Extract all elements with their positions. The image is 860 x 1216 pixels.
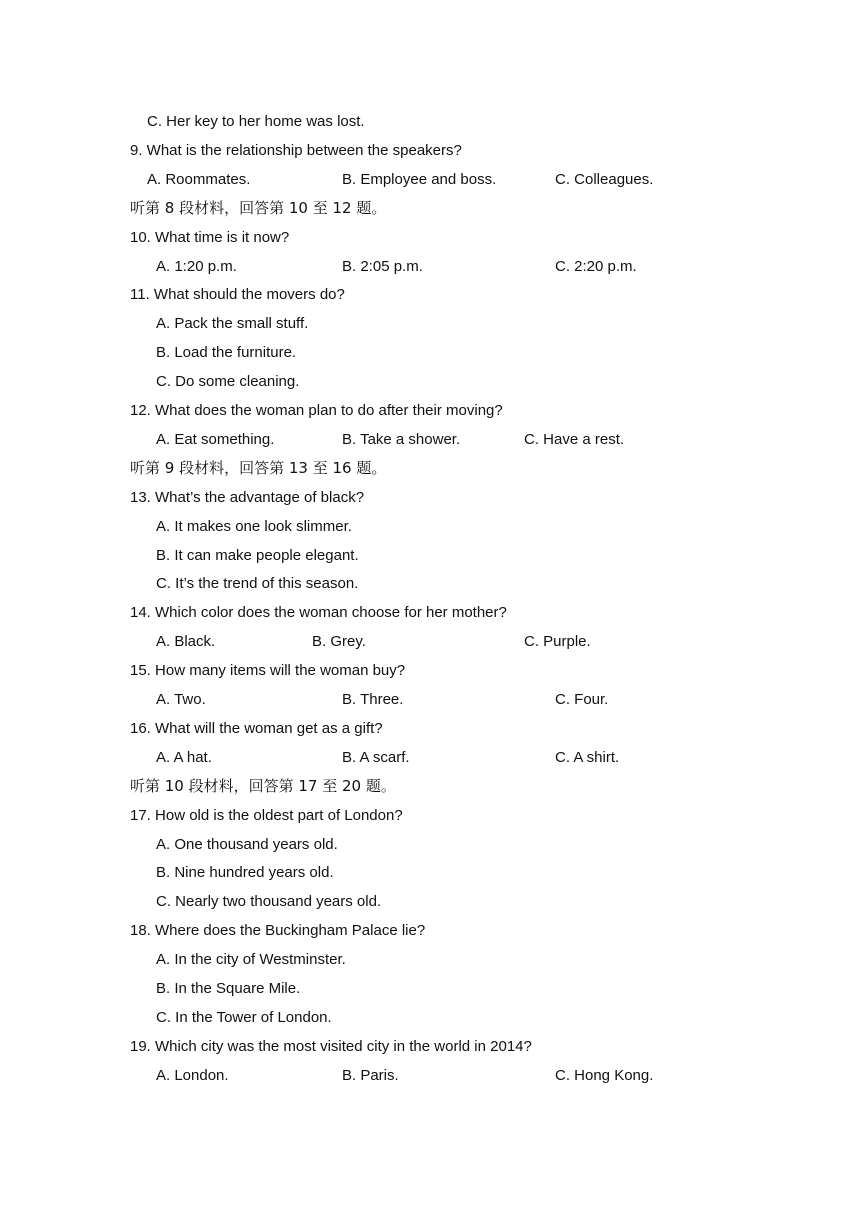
q12-option-a: A. Eat something. (156, 431, 275, 448)
q14-question: 14. Which color does the woman choose for her mother? (130, 604, 507, 621)
q18-option-c: C. In the Tower of London. (156, 1009, 332, 1026)
q13-question: 13. What’s the advantage of black? (130, 489, 365, 506)
q11-option-b: B. Load the furniture. (156, 344, 297, 361)
q16-option-a: A. A hat. (156, 749, 212, 766)
q9-question: 9. What is the relationship between the speakers? (130, 142, 462, 159)
q12-option-c: C. Have a rest. (524, 431, 625, 448)
q11-question: 11. What should the movers do? (130, 286, 345, 303)
q12-question: 12. What does the woman plan to do after their moving? (130, 402, 503, 419)
q15-option-b: B. Three. (342, 691, 404, 708)
q17-option-b: B. Nine hundred years old. (156, 864, 334, 881)
q10-option-c: C. 2:20 p.m. (555, 258, 637, 275)
q17-option-a: A. One thousand years old. (156, 836, 338, 853)
q11-option-c: C. Do some cleaning. (156, 373, 300, 390)
q16-option-c: C. A shirt. (555, 749, 620, 766)
q13-option-b: B. It can make people elegant. (156, 547, 359, 564)
q8-option-c: C. Her key to her home was lost. (147, 113, 365, 130)
q15-question: 15. How many items will the woman buy? (130, 662, 406, 679)
q9-option-b: B. Employee and boss. (342, 171, 497, 188)
section-8-heading: 听第 8 段材料，回答第 10 至 12 题。 (130, 199, 387, 217)
q12-option-b: B. Take a shower. (342, 431, 461, 448)
q14-option-b: B. Grey. (312, 633, 366, 650)
q11-option-a: A. Pack the small stuff. (156, 315, 309, 332)
q10-option-b: B. 2:05 p.m. (342, 258, 423, 275)
q15-option-c: C. Four. (555, 691, 609, 708)
section-10-heading: 听第 10 段材料，回答第 17 至 20 题。 (130, 777, 396, 795)
q19-question: 19. Which city was the most visited city in the world in 2014? (130, 1038, 532, 1055)
q18-option-b: B. In the Square Mile. (156, 980, 301, 997)
q17-option-c: C. Nearly two thousand years old. (156, 893, 382, 910)
q17-question: 17. How old is the oldest part of London? (130, 807, 403, 824)
q19-option-b: B. Paris. (342, 1067, 399, 1084)
q19-option-c: C. Hong Kong. (555, 1067, 654, 1084)
q18-question: 18. Where does the Buckingham Palace lie? (130, 922, 426, 939)
q16-option-b: B. A scarf. (342, 749, 410, 766)
q9-option-a: A. Roommates. (147, 171, 251, 188)
q10-option-a: A. 1:20 p.m. (156, 258, 237, 275)
q18-option-a: A. In the city of Westminster. (156, 951, 346, 968)
q13-option-c: C. It’s the trend of this season. (156, 575, 359, 592)
q14-option-a: A. Black. (156, 633, 216, 650)
section-9-heading: 听第 9 段材料，回答第 13 至 16 题。 (130, 459, 387, 477)
q19-option-a: A. London. (156, 1067, 229, 1084)
q15-option-a: A. Two. (156, 691, 206, 708)
q14-option-c: C. Purple. (524, 633, 591, 650)
q10-question: 10. What time is it now? (130, 229, 290, 246)
q13-option-a: A. It makes one look slimmer. (156, 518, 352, 535)
q9-option-c: C. Colleagues. (555, 171, 654, 188)
q16-question: 16. What will the woman get as a gift? (130, 720, 383, 737)
